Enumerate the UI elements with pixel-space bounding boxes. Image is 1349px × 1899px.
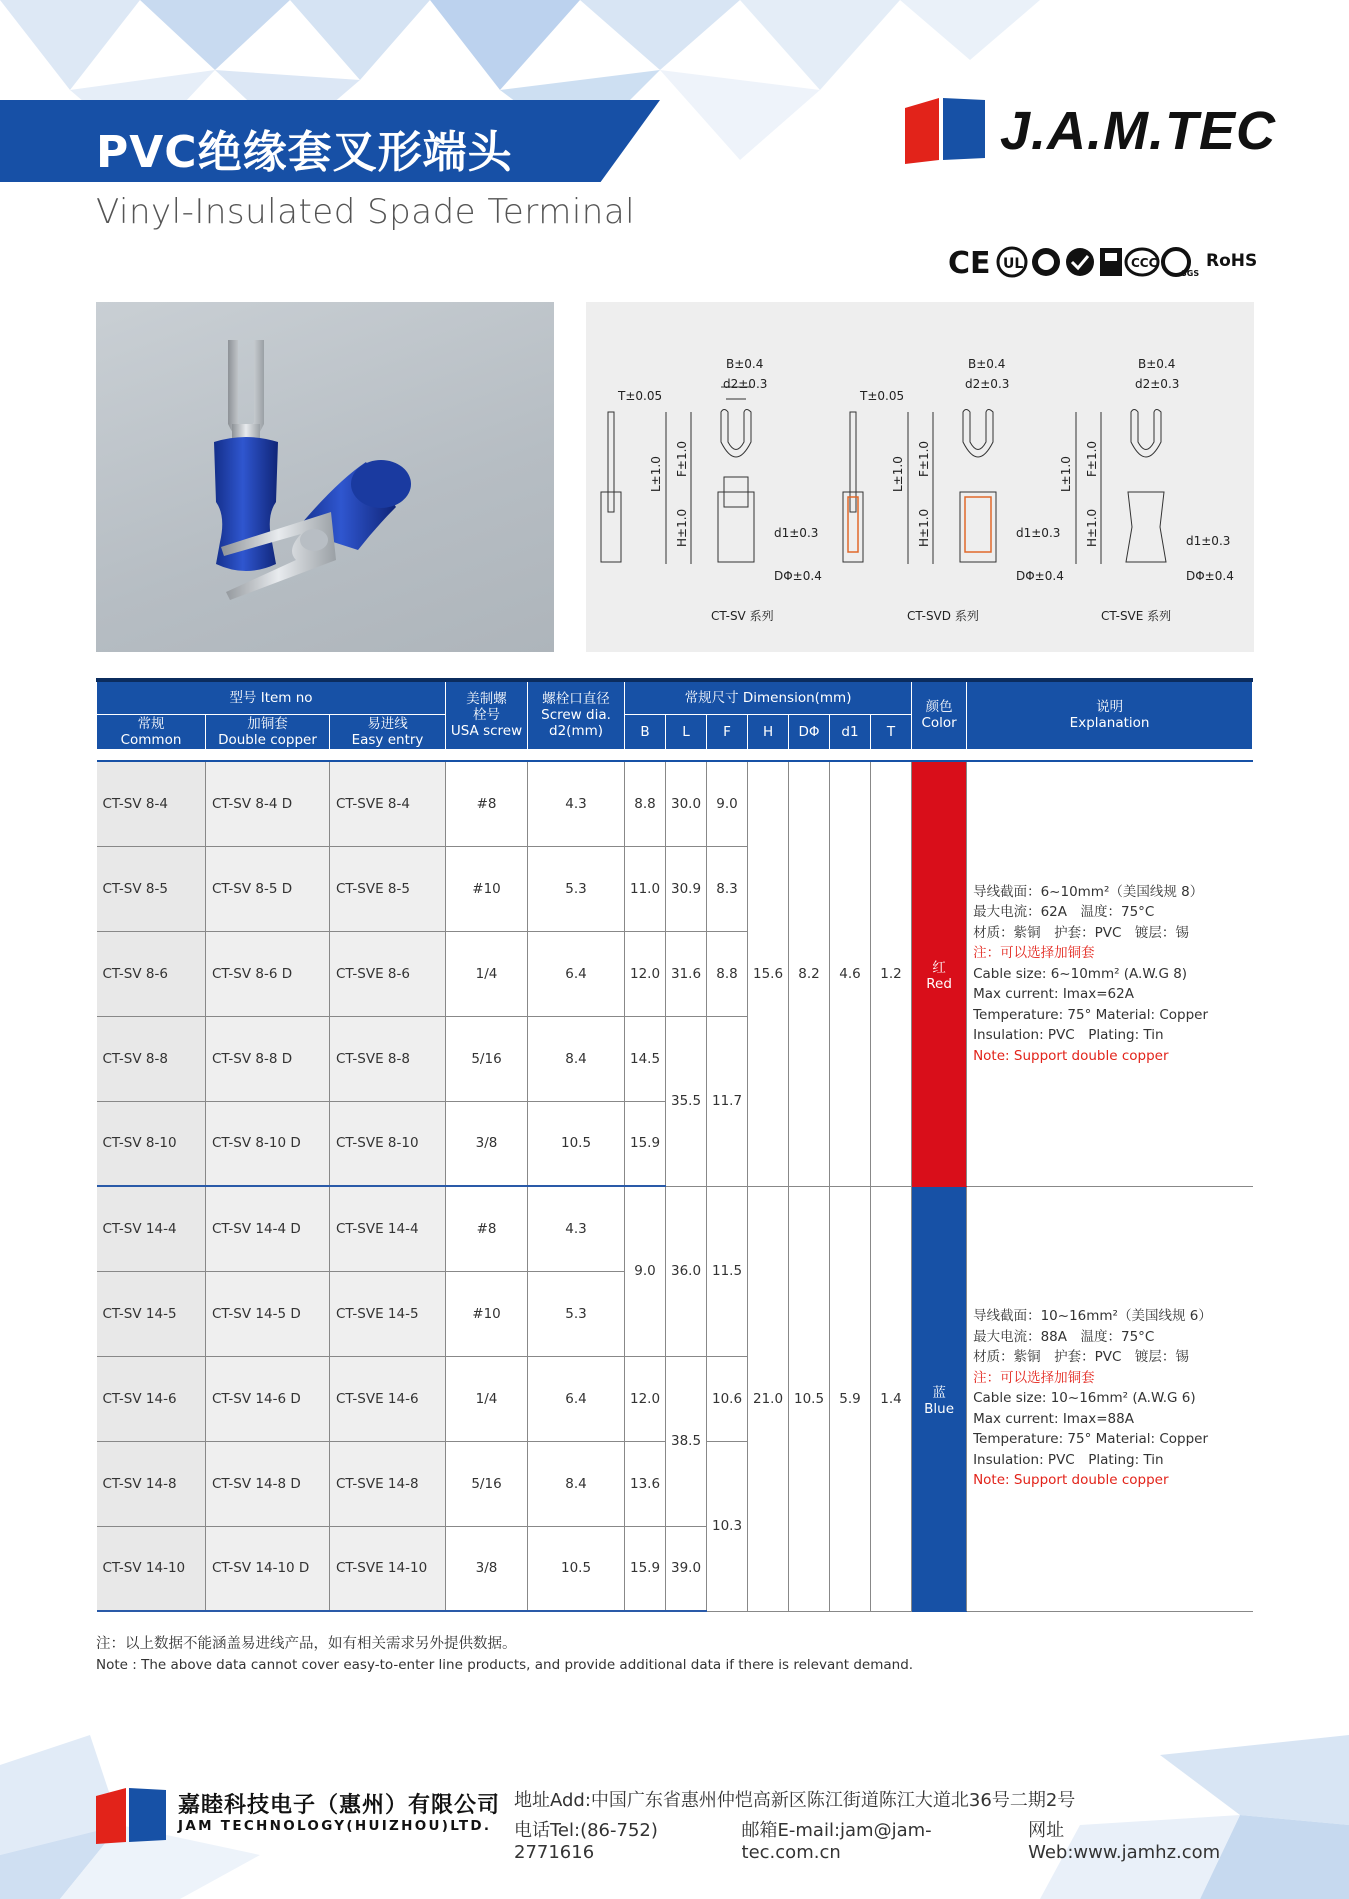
- cell-common: CT-SV 8-5: [97, 846, 206, 931]
- color-cell-blue: 蓝 Blue: [912, 1186, 967, 1611]
- email-link[interactable]: 邮箱E-mail:jam@jam-tec.com.cn: [741, 1820, 932, 1863]
- header-B: B: [625, 714, 666, 749]
- dim-label: B±0.4: [1138, 357, 1176, 371]
- cell-T: 1.4: [871, 1186, 912, 1611]
- header-explanation: 说明 Explanation: [967, 680, 1253, 749]
- cell-B: 13.6: [625, 1441, 666, 1526]
- header-screw-dia: 螺栓口直径 Screw dia. d2(mm): [528, 680, 625, 749]
- cell-d2: 6.4: [528, 931, 625, 1016]
- cell-L: 39.0: [666, 1526, 707, 1611]
- dim-label: d1±0.3: [774, 526, 819, 540]
- header-easy-entry: 易进线 Easy entry: [330, 714, 446, 749]
- cell-easy: CT-SVE 8-10: [330, 1101, 446, 1186]
- cell-common: CT-SV 14-6: [97, 1356, 206, 1441]
- dim-label: DΦ±0.4: [774, 569, 822, 583]
- table-row: [97, 1186, 1253, 1271]
- cell-B: 12.0: [625, 931, 666, 1016]
- footnote-en: Note : The above data cannot cover easy-to-enter line products, and provide additional data if there is relevant demand.: [96, 1657, 914, 1673]
- header-usa-screw: 美制螺 栓号 USA screw: [446, 680, 528, 749]
- dim-label: L±1.0: [649, 456, 663, 492]
- cell-double: CT-SV 8-6 D: [206, 931, 330, 1016]
- header-d1: d1: [830, 714, 871, 749]
- header-T: T: [871, 714, 912, 749]
- cell-F: 8.8: [707, 931, 748, 1016]
- dim-label: F±1.0: [1085, 440, 1099, 477]
- cell-d2: 5.3: [528, 1271, 625, 1356]
- footnote-cn: 注：以上数据不能涵盖易进线产品，如有相关需求另外提供数据。: [96, 1636, 517, 1652]
- explanation-cell: 导线截面：6~10mm²（美国线规 8） 最大电流：62A 温度：75°C 材质：紫铜 护套：PVC 镀层：锡 注：可以选择加铜套 Cable size: 6~10mm² (A.W.G 8) Max current: Imax=62A Temperature: 75° Material: Copper Insulation: PVC Plating: Tin Note: Support double copper: [967, 761, 1253, 1186]
- cell-common: CT-SV 14-4: [97, 1186, 206, 1271]
- cell-B: 11.0: [625, 846, 666, 931]
- cell-common: CT-SV 8-4: [97, 761, 206, 846]
- cell-common: CT-SV 8-8: [97, 1016, 206, 1101]
- dim-label: F±1.0: [675, 440, 689, 477]
- footnote: [96, 1634, 913, 1676]
- dim-label: L±1.0: [1059, 456, 1073, 492]
- spec-table: [96, 678, 1252, 1612]
- cell-double: CT-SV 8-5 D: [206, 846, 330, 931]
- series-label: CT-SV 系列: [711, 609, 774, 623]
- footer-logo: [96, 1786, 168, 1846]
- cell-L: 38.5: [666, 1356, 707, 1526]
- dim-label: d2±0.3: [1135, 377, 1180, 391]
- cell-B: 15.9: [625, 1101, 666, 1186]
- company-name-cn: 嘉睦科技电子（惠州）有限公司: [178, 1793, 501, 1818]
- cell-H: 15.6: [748, 761, 789, 1186]
- cell-d2: 8.4: [528, 1016, 625, 1101]
- cell-easy: CT-SVE 14-10: [330, 1526, 446, 1611]
- cell-d2: 6.4: [528, 1356, 625, 1441]
- cell-d1: 5.9: [830, 1186, 871, 1611]
- cell-double: CT-SV 14-5 D: [206, 1271, 330, 1356]
- cell-d2: 10.5: [528, 1101, 625, 1186]
- cell-double: CT-SV 8-4 D: [206, 761, 330, 846]
- cell-D: 10.5: [789, 1186, 830, 1611]
- cell-usa: 5/16: [446, 1016, 528, 1101]
- dim-label: d1±0.3: [1016, 526, 1061, 540]
- cell-double: CT-SV 14-10 D: [206, 1526, 330, 1611]
- cell-usa: #8: [446, 1186, 528, 1271]
- cell-easy: CT-SVE 14-4: [330, 1186, 446, 1271]
- svg-text:SGS: SGS: [1181, 269, 1200, 278]
- product-photo: [96, 302, 554, 652]
- contact-row: [514, 1816, 1254, 1863]
- cell-B: 8.8: [625, 761, 666, 846]
- certification-icons: [948, 244, 1258, 280]
- cell-common: CT-SV 8-6: [97, 931, 206, 1016]
- header-color: 颜色 Color: [912, 680, 967, 749]
- header-L: L: [666, 714, 707, 749]
- cell-double: CT-SV 8-8 D: [206, 1016, 330, 1101]
- cell-B: 14.5: [625, 1016, 666, 1101]
- header-item-no: 型号 Item no: [97, 680, 446, 714]
- cell-d2: 8.4: [528, 1441, 625, 1526]
- dim-label: F±1.0: [917, 440, 931, 477]
- technical-drawing: [586, 302, 1254, 652]
- cell-usa: #10: [446, 1271, 528, 1356]
- cell-usa: #10: [446, 846, 528, 931]
- cell-L: 31.6: [666, 931, 707, 1016]
- cell-B: 15.9: [625, 1526, 666, 1611]
- cell-d2: 4.3: [528, 1186, 625, 1271]
- cell-usa: 3/8: [446, 1101, 528, 1186]
- brand-logo-text: J.A.M.TEC: [1000, 101, 1277, 161]
- cell-d2: 10.5: [528, 1526, 625, 1611]
- cell-easy: CT-SVE 14-6: [330, 1356, 446, 1441]
- company-name-en: JAM TECHNOLOGY(HUIZHOU)LTD.: [178, 1818, 492, 1834]
- cell-easy: CT-SVE 8-6: [330, 931, 446, 1016]
- cell-L: 30.9: [666, 846, 707, 931]
- cell-F: 9.0: [707, 761, 748, 846]
- cell-B: 9.0: [625, 1186, 666, 1356]
- phone-text: 电话Tel:(86-752) 2771616: [514, 1820, 658, 1863]
- dim-label: DΦ±0.4: [1016, 569, 1064, 583]
- rohs-label: RoHS: [1206, 251, 1258, 271]
- cell-easy: CT-SVE 8-8: [330, 1016, 446, 1101]
- dim-label: DΦ±0.4: [1186, 569, 1234, 583]
- cell-easy: CT-SVE 14-5: [330, 1271, 446, 1356]
- dim-label: d2±0.3: [723, 377, 768, 391]
- color-cell-red: 红 Red: [912, 761, 967, 1186]
- cell-usa: 1/4: [446, 1356, 528, 1441]
- cell-H: 21.0: [748, 1186, 789, 1611]
- cell-double: CT-SV 14-8 D: [206, 1441, 330, 1526]
- cell-usa: #8: [446, 761, 528, 846]
- table-row: [97, 761, 1253, 846]
- cell-usa: 1/4: [446, 931, 528, 1016]
- header-D: DΦ: [789, 714, 830, 749]
- dim-label: H±1.0: [675, 508, 689, 547]
- cell-F: 11.7: [707, 1016, 748, 1186]
- dim-label: L±1.0: [891, 456, 905, 492]
- header-double-copper: 加铜套 Double copper: [206, 714, 330, 749]
- page-subtitle: Vinyl-Insulated Spade Terminal: [96, 192, 636, 232]
- cell-L: 36.0: [666, 1186, 707, 1356]
- page-title: PVC绝缘套叉形端头: [96, 127, 513, 178]
- dim-label: T±0.05: [618, 389, 663, 403]
- cell-D: 8.2: [789, 761, 830, 1186]
- svg-text:CE: CE: [948, 246, 991, 280]
- cell-common: CT-SV 14-5: [97, 1271, 206, 1356]
- svg-text:UL: UL: [1003, 256, 1024, 272]
- explanation-cell: 导线截面：10~16mm²（美国线规 6） 最大电流：88A 温度：75°C 材质：紫铜 护套：PVC 镀层：锡 注：可以选择加铜套 Cable size: 10~16mm² (A.W.G 6) Max current: Imax=88A Temperature: 75° Material: Copper Insulation: PVC Plating: Tin Note: Support double copper: [967, 1186, 1253, 1611]
- cell-common: CT-SV 14-10: [97, 1526, 206, 1611]
- header-H: H: [748, 714, 789, 749]
- cell-d2: 5.3: [528, 846, 625, 931]
- cell-common: CT-SV 8-10: [97, 1101, 206, 1186]
- cell-double: CT-SV 14-6 D: [206, 1356, 330, 1441]
- cell-F: 10.6: [707, 1356, 748, 1441]
- dim-label: d1±0.3: [1186, 534, 1231, 548]
- cell-double: CT-SV 14-4 D: [206, 1186, 330, 1271]
- cell-usa: 5/16: [446, 1441, 528, 1526]
- cell-easy: CT-SVE 14-8: [330, 1441, 446, 1526]
- series-label: CT-SVD 系列: [907, 609, 979, 623]
- website-link[interactable]: 网址Web:www.jamhz.com: [1028, 1820, 1221, 1863]
- cell-F: 11.5: [707, 1186, 748, 1356]
- cell-double: CT-SV 8-10 D: [206, 1101, 330, 1186]
- dim-label: T±0.05: [860, 389, 905, 403]
- cell-usa: 3/8: [446, 1526, 528, 1611]
- cell-easy: CT-SVE 8-4: [330, 761, 446, 846]
- company-address: 地址Add:中国广东省惠州仲恺高新区陈江街道陈江大道北36号二期2号: [514, 1790, 1076, 1811]
- header-dimension: 常规尺寸 Dimension(mm): [625, 680, 912, 714]
- cell-common: CT-SV 14-8: [97, 1441, 206, 1526]
- svg-text:CCC: CCC: [1131, 256, 1158, 270]
- dim-label: H±1.0: [1085, 508, 1099, 547]
- cell-F: 8.3: [707, 846, 748, 931]
- dim-label: d2±0.3: [965, 377, 1010, 391]
- table-header-row: [97, 680, 1253, 714]
- dim-label: B±0.4: [968, 357, 1006, 371]
- cell-easy: CT-SVE 8-5: [330, 846, 446, 931]
- dim-label: H±1.0: [917, 508, 931, 547]
- cell-B: 12.0: [625, 1356, 666, 1441]
- cell-L: 30.0: [666, 761, 707, 846]
- cell-d1: 4.6: [830, 761, 871, 1186]
- dim-label: B±0.4: [726, 357, 764, 371]
- header-common: 常规 Common: [97, 714, 206, 749]
- cell-L: 35.5: [666, 1016, 707, 1186]
- header-F: F: [707, 714, 748, 749]
- cell-F: 10.3: [707, 1441, 748, 1611]
- cell-T: 1.2: [871, 761, 912, 1186]
- cell-d2: 4.3: [528, 761, 625, 846]
- series-label: CT-SVE 系列: [1101, 609, 1172, 623]
